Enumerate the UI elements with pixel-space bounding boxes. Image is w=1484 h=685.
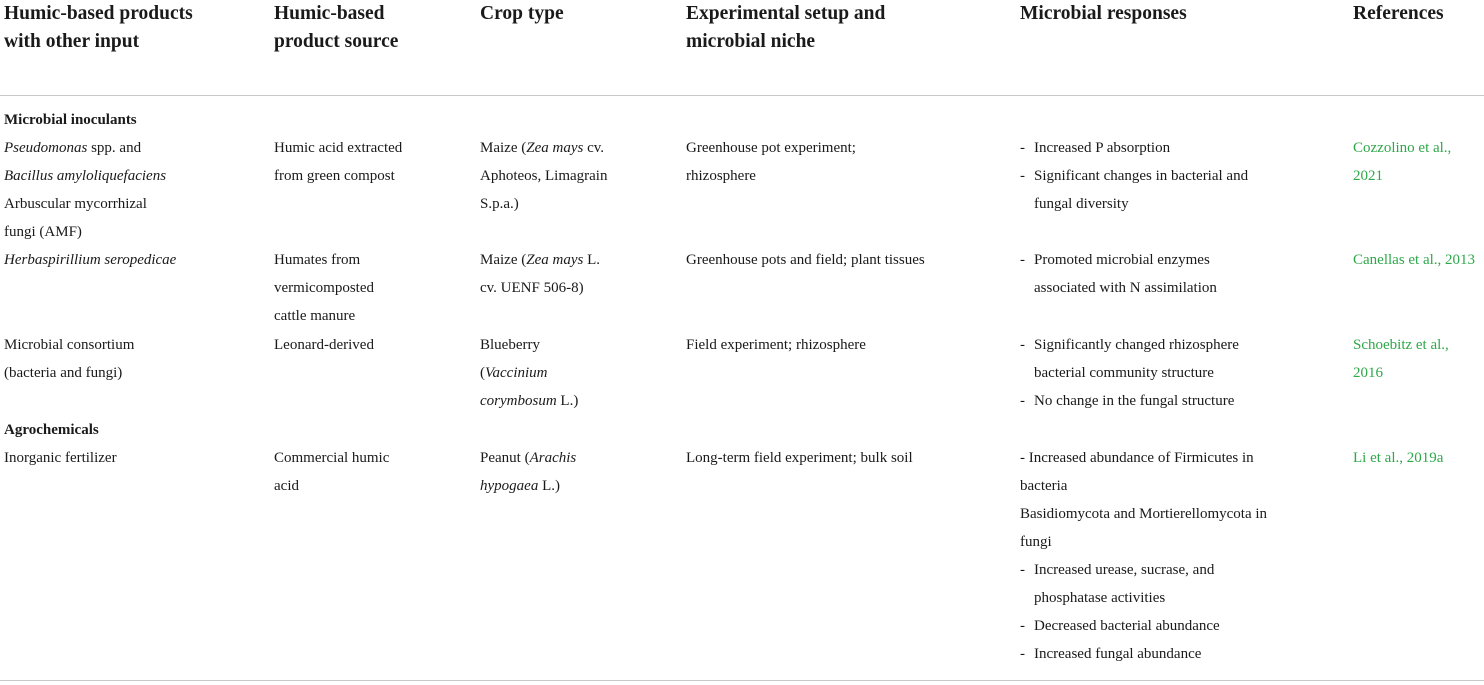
response-item: - Significant changes in bacterial and fungal diversity — [1020, 162, 1270, 218]
table-row-3-source: Leonard-derived — [274, 337, 374, 353]
header-responses: Microbial responses — [1020, 3, 1187, 24]
crop-text: Peanut ( — [480, 450, 530, 466]
reference-link[interactable]: Cozzolino et al., 2021 — [1353, 140, 1452, 184]
reference-link[interactable]: Schoebitz et al., 2016 — [1353, 337, 1449, 381]
response-item: - Increased fungal abundance — [1020, 640, 1275, 668]
section-heading: Microbial inoculants — [4, 112, 137, 128]
organism-name: Bacillus amyloliquefaciens — [4, 168, 167, 184]
header-rule — [0, 95, 1484, 96]
table-row-3-setup: Field experiment; rhizosphere — [686, 337, 866, 353]
table-row-4-setup: Long-term field experiment; bulk soil — [686, 450, 913, 466]
table-row-3-crop — [480, 331, 600, 415]
table-row-1-source: Humic acid extracted from green compost — [274, 140, 403, 184]
organism-name: Pseudomonas — [4, 140, 88, 156]
table-row-1-input — [4, 134, 204, 246]
crop-text: L.) — [538, 478, 560, 494]
header-references: References — [1353, 3, 1444, 24]
table-row-2-setup: Greenhouse pots and field; plant tissues — [686, 252, 925, 268]
crop-text: L. cv. UENF 506-8) — [480, 252, 600, 296]
response-item: - Increased urease, sucrase, and phosphatase activities — [1020, 556, 1226, 612]
response-item: - Significantly changed rhizosphere bacterial community structure — [1020, 331, 1266, 387]
organism-name: Herbaspirillium seropedicae — [4, 252, 177, 268]
table-row-2-crop — [480, 246, 615, 302]
table-row-1-setup: Greenhouse pot experiment; rhizosphere — [686, 140, 856, 184]
response-item: - No change in the fungal structure — [1020, 387, 1270, 415]
table-row-2-responses — [1020, 246, 1270, 302]
crop-species: Arachis hypogaea — [480, 450, 577, 494]
section-heading: Agrochemicals — [4, 422, 99, 438]
input-text: spp. and — [87, 140, 142, 156]
table-row-2-source: Humates from vermicomposted cattle manure — [274, 252, 374, 324]
response-item: Basidiomycota and Mortierellomycota in fungi — [1020, 506, 1268, 550]
header-source: Humic-based product source — [274, 3, 399, 52]
crop-text: Blueberry ( — [480, 337, 540, 381]
table-row-4-responses — [1020, 444, 1275, 668]
crop-species: Vaccinium corymbosum — [480, 365, 557, 409]
reference-link[interactable]: Li et al., 2019a — [1353, 450, 1444, 466]
table-row-3-input: Microbial consortium (bacteria and fungi) — [4, 337, 135, 381]
response-item: - Decreased bacterial abundance — [1020, 612, 1275, 640]
header-crop: Crop type — [480, 3, 564, 24]
crop-text: Maize ( — [480, 252, 527, 268]
response-item: - Promoted microbial enzymes associated with N assimilation — [1020, 246, 1244, 302]
table-row-4-input: Inorganic fertilizer — [4, 450, 117, 466]
reference-link[interactable]: Canellas et al., 2013 — [1353, 252, 1476, 268]
crop-species: Zea mays — [526, 252, 584, 268]
response-item: - Increased P absorption — [1020, 134, 1270, 162]
crop-text: Maize ( — [480, 140, 527, 156]
table-row-3-responses — [1020, 331, 1270, 415]
table-row-1-crop — [480, 134, 625, 218]
table-row-4-source: Commercial humic acid — [274, 450, 390, 494]
header-input: Humic-based products with other input — [4, 3, 193, 52]
table-row-4-crop — [480, 444, 595, 500]
header-setup: Experimental setup and microbial niche — [686, 3, 886, 52]
crop-text: L.) — [556, 393, 579, 409]
input-text: Arbuscular mycorrhizal fungi (AMF) — [4, 196, 147, 240]
table-row-2-input — [4, 246, 214, 274]
crop-species: Zea mays — [526, 140, 584, 156]
response-item: - Increased abundance of Firmicutes in bacteria — [1020, 450, 1254, 494]
table-row-1-responses — [1020, 134, 1270, 218]
table-bottom-rule — [0, 680, 1484, 681]
crop-text: cv. Aphoteos, Limagrain S.p.a.) — [480, 140, 608, 212]
